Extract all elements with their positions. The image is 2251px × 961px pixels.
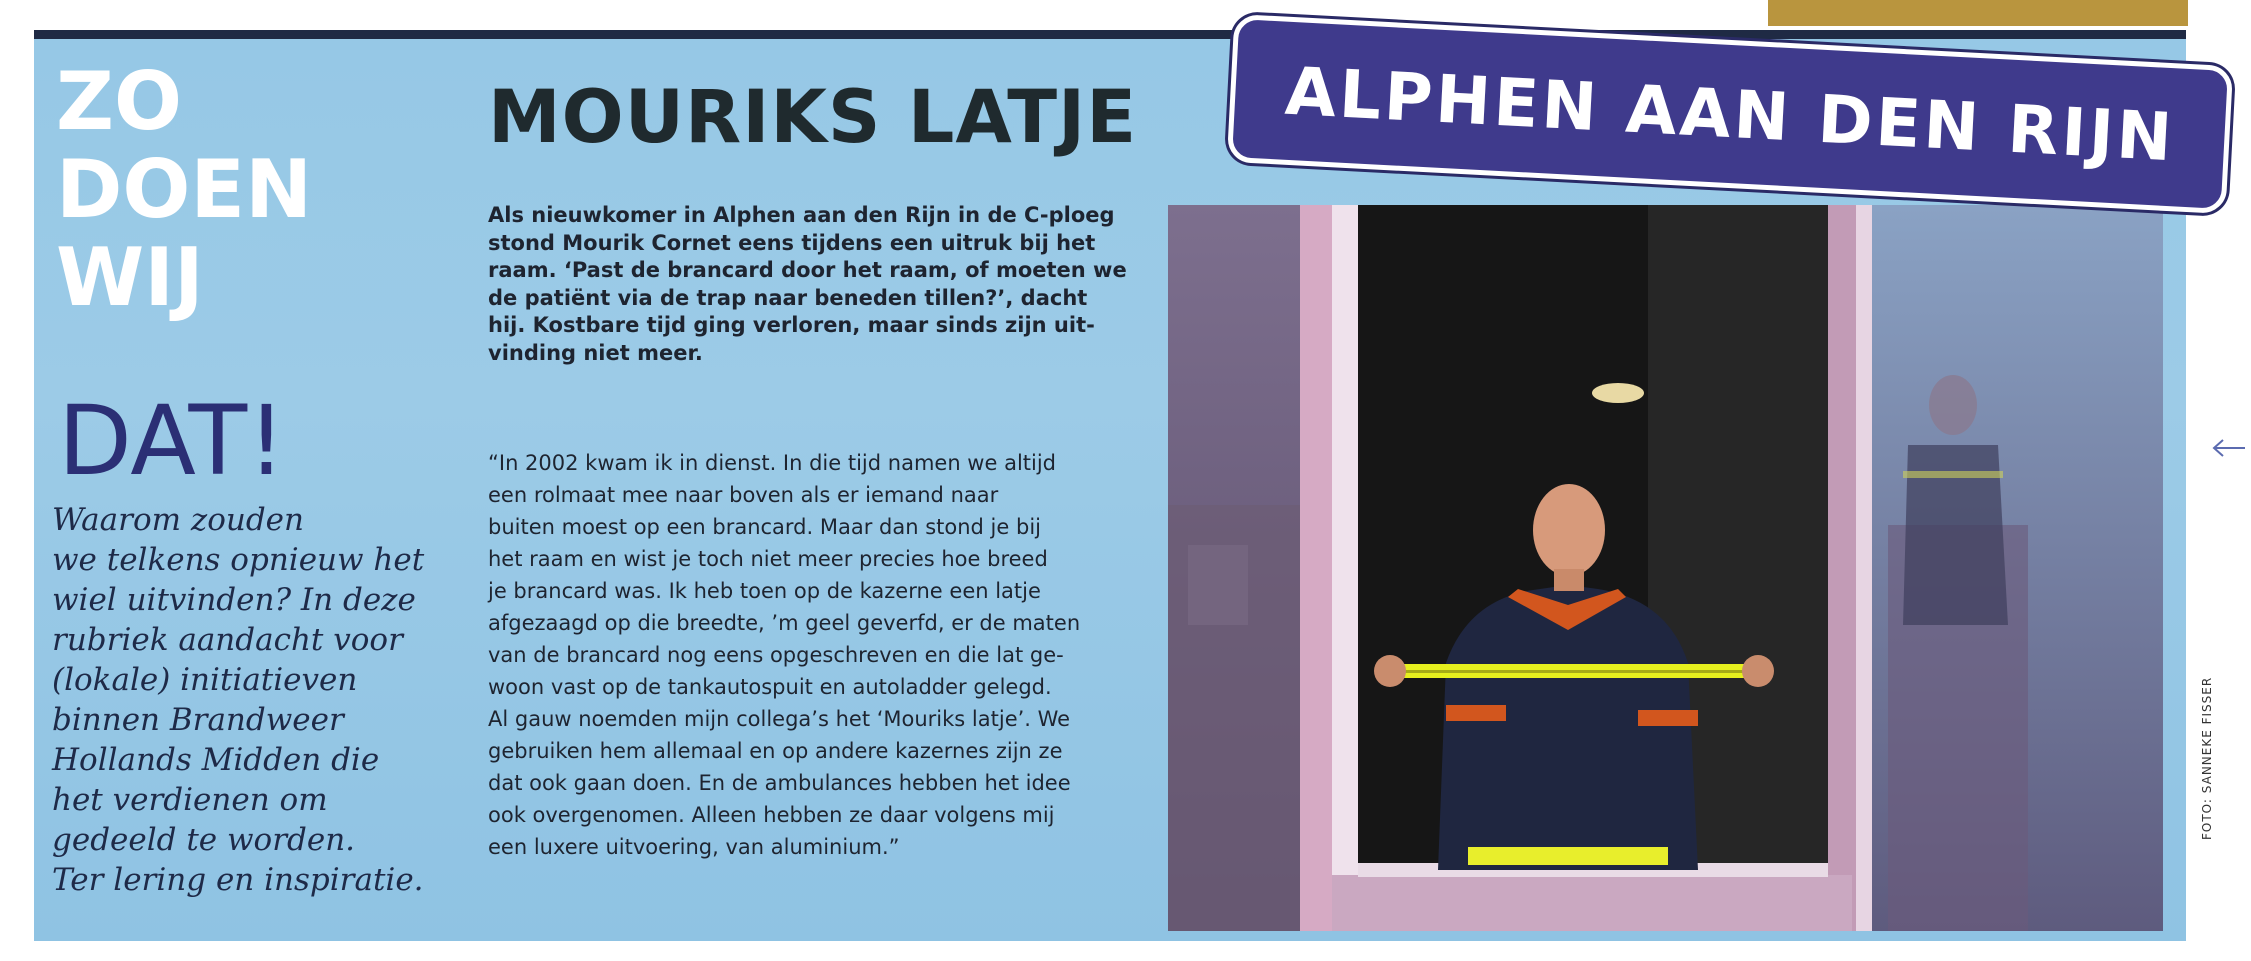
location-sign-text: ALPHEN AAN DEN RIJN <box>1283 52 2177 176</box>
rubric-title-dat: DAT! <box>58 385 286 497</box>
gold-header-bar <box>1768 0 2188 26</box>
rubric-title-line-3: WIJ <box>56 231 204 324</box>
arrow-left-icon <box>2211 435 2247 461</box>
rubric-title-line-2: DOEN <box>56 143 313 236</box>
article-title: MOURIKS LATJE <box>488 75 1138 160</box>
rubric-intro: Waarom zouden we telkens opnieuw het wiel uitvinden? In deze rubriek aandacht voor (lokale) initiatieven binnen Brandweer Hollands Midden die het verdienen om gedeeld te worden. Ter lering en inspiratie. <box>52 502 425 898</box>
top-rule <box>34 30 2186 39</box>
rubric-title-line-1: ZO <box>56 55 183 148</box>
firefighter-photo <box>1168 205 2163 931</box>
photo-credit: FOTO: SANNEKE FISSER <box>2200 676 2214 840</box>
photo-illustration <box>1168 205 2163 931</box>
article-body: “In 2002 kwam ik in dienst. In die tijd namen we altijd een rolmaat mee naar boven als er iemand naar buiten moest op een brancard. Maar dan stond je bij het raam en wist je toch niet meer precies hoe breed je brancard was. Ik heb toen op de kazerne een latje afgezaagd op die breedte, ’m geel geverfd, er de maten van de brancard nog eens opgeschreven en die lat ge- woon vast op de tankautospuit en autoladder gelegd. Al gauw noemden mijn collega’s het ‘Mouriks latje’. We gebruiken hem allemaal en op andere kazernes zijn ze dat ook gaan doen. En de ambulances hebben het idee ook overgenomen. Alleen hebben ze daar volgens mij een luxere uitvoering, van aluminium.” <box>488 451 1081 859</box>
rubric-title <box>56 55 313 324</box>
article-lead: Als nieuwkomer in Alphen aan den Rijn in de C-ploeg stond Mourik Cornet eens tijdens een uitruk bij het raam. ‘Past de brancard door het raam, of moeten we de patiënt via de trap naar beneden tillen?’, dacht hij. Kostbare tijd ging verloren, maar sinds zijn uit- vinding niet meer. <box>488 203 1127 365</box>
